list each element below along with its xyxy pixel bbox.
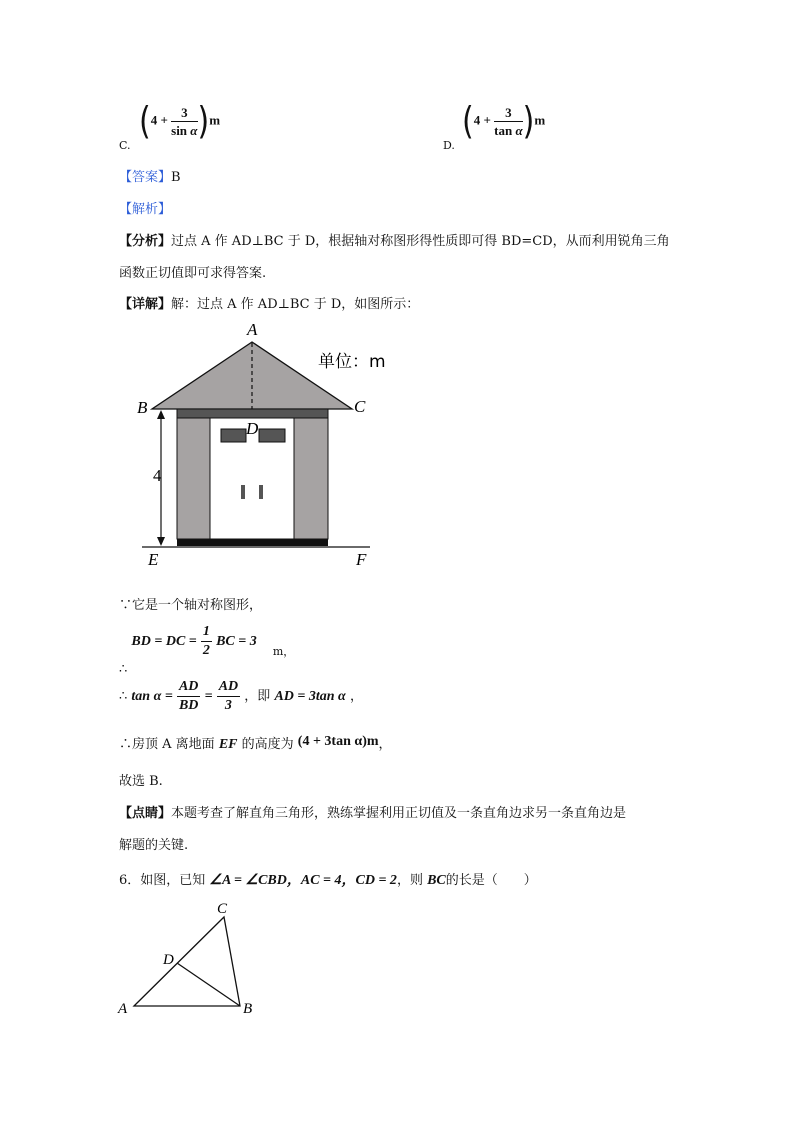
- left-wall: [177, 418, 210, 539]
- dianjing-line1: 【点睛】本题考查了解直角三角形，熟练掌握利用正切值及一条直角边求另一条直角边是: [119, 806, 627, 821]
- label-f: F: [356, 550, 367, 569]
- question-6: 6．如图，已知 ∠A = ∠CBD，AC = 4，CD = 2，则 BC的长是（ ）: [119, 873, 537, 888]
- house-figure: [130, 318, 400, 573]
- beam: [177, 409, 328, 418]
- label-a: A: [247, 320, 258, 339]
- segment-bd: [177, 963, 240, 1006]
- xiangjie-line: 【详解】解：过点 A 作 AD⊥BC 于 D，如图所示：: [119, 297, 420, 312]
- label-e: E: [148, 550, 159, 569]
- step-3: ∴ tan α = $\frac{AD}{BD}$ = $\frac{AD}{3}$ ，即 AD = 3tan α ，: [119, 679, 363, 713]
- triangle-abc: [134, 917, 240, 1006]
- fenxi-line1: 【分析】过点 A 作 AD⊥BC 于 D，根据轴对称图形得性质即可得 BD=CD，从而利用锐角三角: [119, 234, 670, 249]
- answer-line: [119, 166, 181, 185]
- arrow-head-top: [157, 410, 165, 419]
- label-c: C: [354, 397, 366, 416]
- option-c-expression: (4 + $\frac{3}{\text{sin α}}$ )m: [139, 99, 221, 144]
- dianjing-tag: 【点睛】: [119, 806, 172, 821]
- unit-label: 单位：m: [318, 352, 386, 372]
- dianjing-line2: 解题的关键.: [119, 838, 189, 853]
- answer-tag: 【答案】: [119, 170, 172, 185]
- analysis-tag: 【解析】: [119, 202, 172, 217]
- left-handle: [241, 485, 245, 499]
- fenxi-line2: 函数正切值即可求得答案.: [119, 266, 267, 281]
- left-window: [221, 429, 246, 442]
- ground-base: [177, 539, 328, 546]
- tri-label-c: C: [217, 901, 228, 917]
- label-d: D: [246, 419, 259, 438]
- tri-label-d: D: [163, 952, 174, 968]
- right-window: [259, 429, 285, 442]
- tri-label-b: B: [243, 1001, 253, 1017]
- right-wall: [294, 418, 328, 539]
- step-4: ∴房顶 A 离地面 EF 的高度为 (4 + 3tan α)m，: [119, 734, 392, 752]
- step-2: ∴ BD = DC = $\frac{1}{2}$ BC = 3 $_{m,}$: [119, 624, 295, 677]
- fenxi-tag: 【分析】: [119, 234, 172, 249]
- label-height: 4: [153, 466, 162, 485]
- option-d-label: D.: [443, 139, 455, 152]
- tri-label-a: A: [118, 1001, 128, 1017]
- step-5: 故选 B.: [119, 774, 163, 789]
- step-1: ∵它是一个轴对称图形，: [119, 598, 263, 613]
- triangle-figure: [110, 895, 270, 1020]
- label-b: B: [137, 398, 148, 417]
- option-d-expression: (4 + $\frac{3}{\text{tan α}}$ )m: [462, 99, 546, 144]
- answer-value: B: [171, 170, 181, 185]
- arrow-head-bottom: [157, 537, 165, 546]
- right-handle: [259, 485, 263, 499]
- option-c-label: C.: [119, 139, 131, 152]
- xiangjie-tag: 【详解】: [119, 297, 172, 312]
